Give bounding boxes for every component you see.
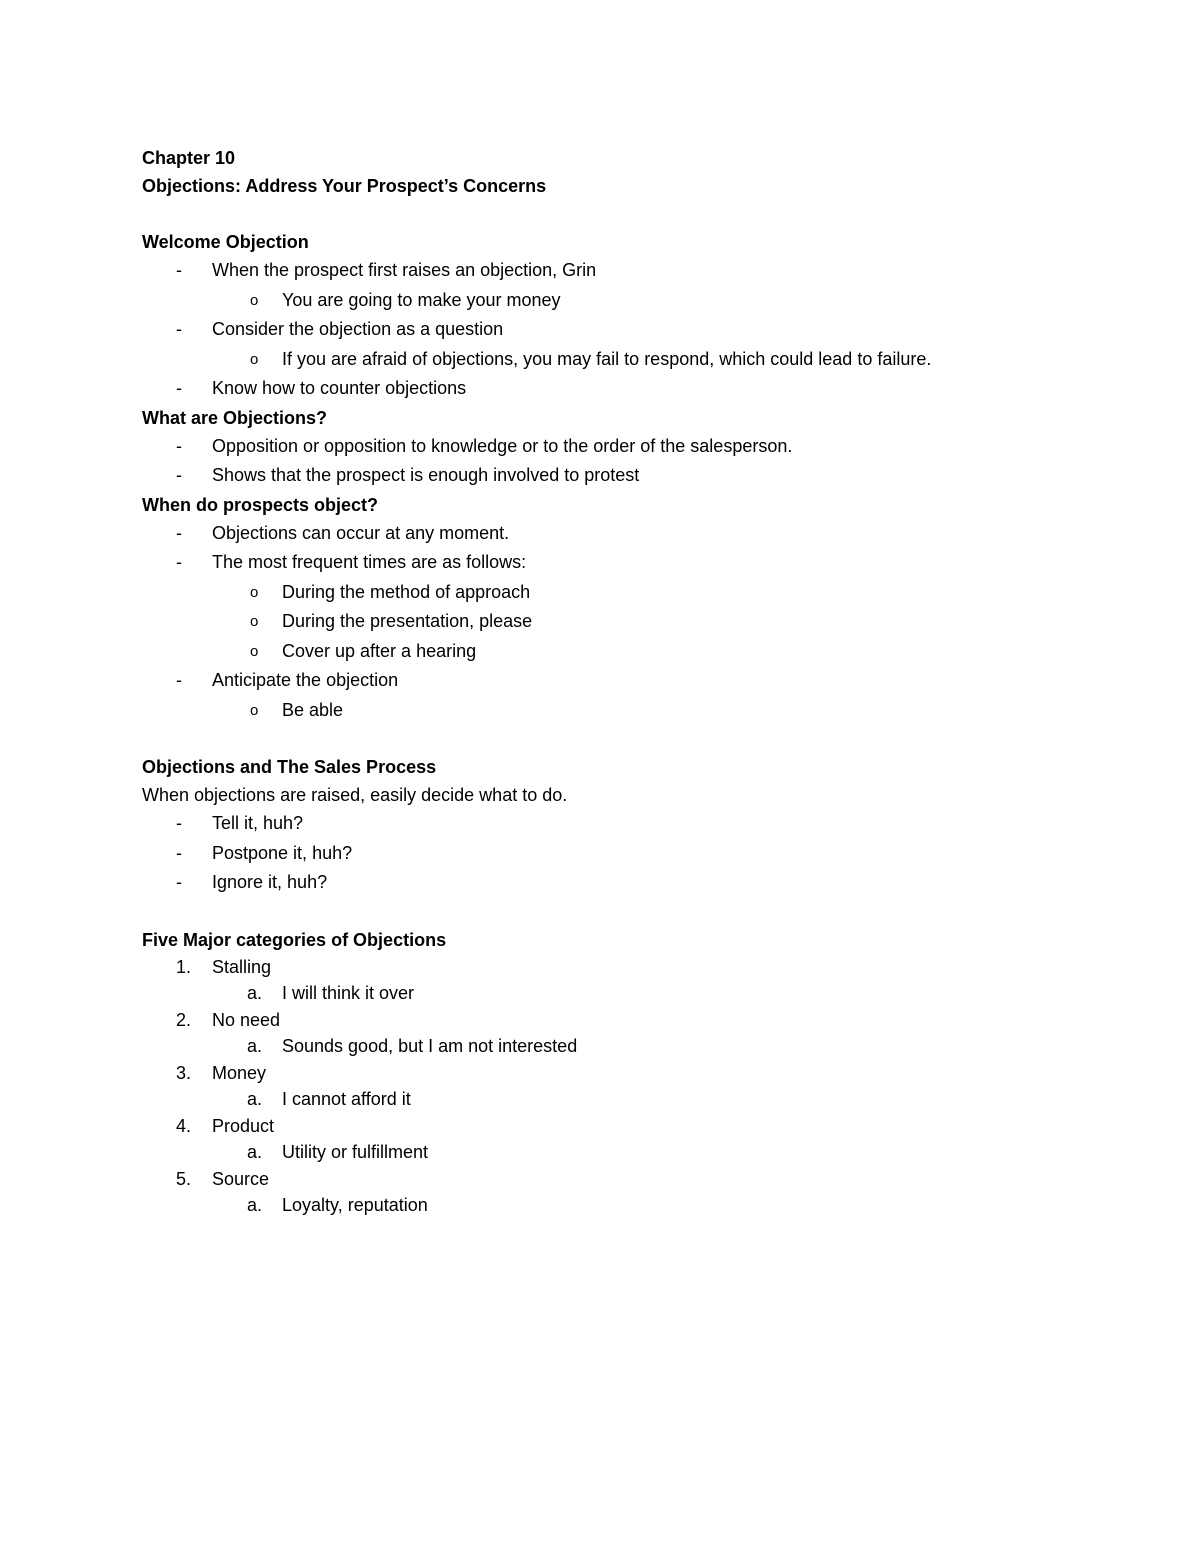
lettered-item bbox=[142, 1139, 1082, 1166]
sub-bullet-item bbox=[142, 578, 1082, 608]
sub-bullet-item bbox=[142, 345, 1082, 375]
dash-marker: - bbox=[176, 842, 182, 863]
letter-marker: a. bbox=[247, 1036, 263, 1056]
dash-marker: - bbox=[176, 872, 182, 892]
bullet-item bbox=[142, 839, 1082, 869]
dash-marker: - bbox=[176, 813, 182, 833]
sub-bullet-item bbox=[142, 286, 1082, 316]
dash-marker: - bbox=[176, 260, 182, 280]
sub-bullet-text: Cover up after a hearing bbox=[282, 640, 477, 661]
letter-marker: a. bbox=[247, 983, 263, 1003]
bullet-item bbox=[142, 868, 1082, 898]
lettered-item bbox=[142, 1033, 1082, 1060]
section-heading-process: Objections and The Sales Process bbox=[142, 757, 437, 777]
paragraph-text: When objections are raised, easily decide what to do. bbox=[142, 785, 568, 805]
bullet-text: Shows that the prospect is enough involved to protest bbox=[212, 465, 640, 485]
bullet-item bbox=[142, 374, 1082, 404]
bullet-text: Objections can occur at any moment. bbox=[212, 522, 510, 543]
sub-bullet-text: Be able bbox=[282, 699, 344, 720]
spacer bbox=[142, 200, 1082, 228]
circle-marker: o bbox=[250, 701, 259, 719]
bullet-text: Anticipate the objection bbox=[212, 670, 399, 690]
dash-marker: - bbox=[176, 552, 182, 572]
bullet-text: Ignore it, huh? bbox=[212, 872, 328, 892]
circle-marker: o bbox=[250, 291, 259, 309]
dash-marker: - bbox=[176, 465, 182, 485]
bullet-item bbox=[142, 432, 1082, 462]
dash-marker: - bbox=[176, 378, 182, 398]
numbered-item-text: Stalling bbox=[212, 956, 272, 977]
dash-marker: - bbox=[176, 319, 182, 339]
letter-marker: a. bbox=[247, 1195, 263, 1215]
number-marker: 5. bbox=[176, 1168, 192, 1189]
bullet-text: The most frequent times are as follows: bbox=[212, 552, 527, 572]
bullet-text: When the prospect first raises an objection, Grin bbox=[212, 260, 597, 280]
bullet-item bbox=[142, 461, 1082, 491]
number-marker: 4. bbox=[176, 1115, 192, 1136]
circle-marker: o bbox=[250, 350, 259, 368]
spacer bbox=[142, 898, 1082, 926]
bullet-item bbox=[142, 666, 1082, 696]
numbered-item bbox=[142, 1166, 1082, 1193]
dash-marker: - bbox=[176, 435, 182, 456]
bullet-text: Opposition or opposition to knowledge or to the order of the salesperson. bbox=[212, 435, 793, 456]
section-heading-welcome: Welcome Objection bbox=[142, 232, 309, 252]
dash-marker: - bbox=[176, 522, 182, 543]
section-heading-when: When do prospects object? bbox=[142, 494, 379, 515]
numbered-item bbox=[142, 954, 1082, 981]
number-marker: 1. bbox=[176, 956, 192, 977]
bullet-item bbox=[142, 809, 1082, 839]
numbered-item-text: No need bbox=[212, 1009, 281, 1030]
sub-bullet-text: During the presentation, please bbox=[282, 611, 533, 631]
sub-bullet-item bbox=[142, 607, 1082, 637]
lettered-item-text: I will think it over bbox=[282, 983, 415, 1003]
letter-marker: a. bbox=[247, 1142, 263, 1162]
bullet-text: Postpone it, huh? bbox=[212, 842, 353, 863]
sub-bullet-text: During the method of approach bbox=[282, 581, 531, 602]
circle-marker: o bbox=[250, 642, 259, 660]
sub-bullet-item bbox=[142, 696, 1082, 726]
bullet-text: Know how to counter objections bbox=[212, 378, 467, 398]
dash-marker: - bbox=[176, 670, 182, 690]
lettered-item-text: Loyalty, reputation bbox=[282, 1195, 428, 1215]
section-heading-what: What are Objections? bbox=[142, 407, 328, 428]
numbered-item bbox=[142, 1113, 1082, 1140]
number-marker: 3. bbox=[176, 1062, 192, 1083]
lettered-item bbox=[142, 1192, 1082, 1219]
document-content bbox=[142, 144, 1082, 1219]
lettered-item-text: I cannot afford it bbox=[282, 1089, 411, 1109]
lettered-item bbox=[142, 1086, 1082, 1113]
letter-marker: a. bbox=[247, 1089, 263, 1109]
sub-bullet-item bbox=[142, 637, 1082, 667]
circle-marker: o bbox=[250, 613, 259, 630]
bullet-text: Consider the objection as a question bbox=[212, 319, 504, 339]
spacer bbox=[142, 725, 1082, 753]
bullet-item bbox=[142, 256, 1082, 286]
bullet-text: Tell it, huh? bbox=[212, 813, 304, 833]
bullet-item bbox=[142, 519, 1082, 549]
chapter-label: Chapter 10 bbox=[142, 148, 236, 168]
section-heading-categories: Five Major categories of Objections bbox=[142, 929, 447, 950]
numbered-item-text: Money bbox=[212, 1062, 267, 1083]
numbered-item-text: Source bbox=[212, 1168, 270, 1189]
numbered-item bbox=[142, 1007, 1082, 1034]
document-title: Objections: Address Your Prospect’s Concerns bbox=[142, 176, 547, 196]
number-marker: 2. bbox=[176, 1009, 192, 1030]
numbered-item bbox=[142, 1060, 1082, 1087]
lettered-item bbox=[142, 980, 1082, 1007]
sub-bullet-text: You are going to make your money bbox=[282, 289, 561, 310]
circle-marker: o bbox=[250, 583, 259, 601]
lettered-item-text: Utility or fulfillment bbox=[282, 1142, 429, 1162]
numbered-item-text: Product bbox=[212, 1115, 275, 1136]
bullet-item bbox=[142, 315, 1082, 345]
lettered-item-text: Sounds good, but I am not interested bbox=[282, 1036, 578, 1056]
bullet-item bbox=[142, 548, 1082, 578]
sub-bullet-text: If you are afraid of objections, you may fail to respond, which could lead to failure. bbox=[282, 348, 932, 369]
